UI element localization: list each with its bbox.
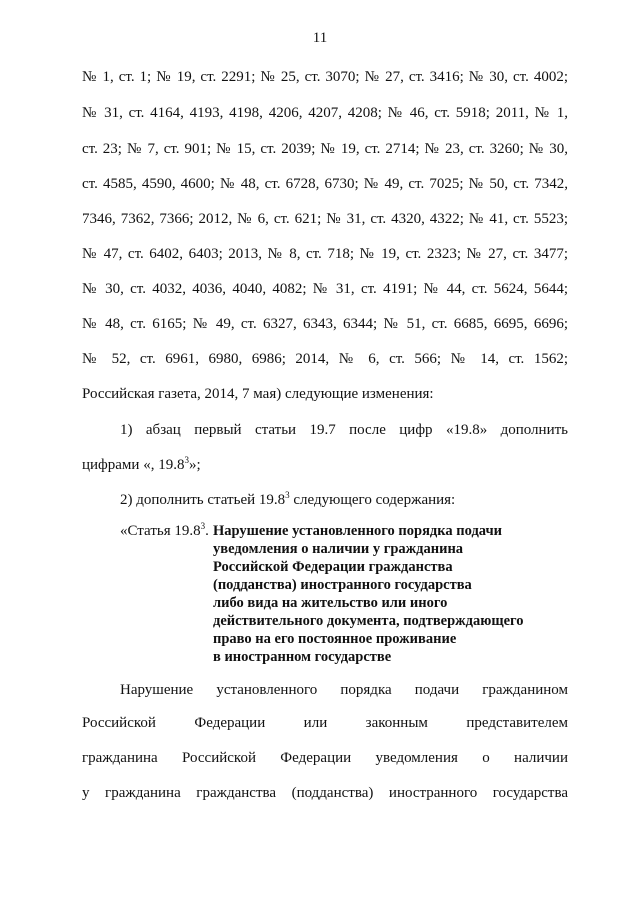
item1-text: цифрами «, 19.8 xyxy=(82,457,185,473)
article-title-line: в иностранном государстве xyxy=(213,649,392,665)
article-title-line: право на его постоянное проживание xyxy=(213,631,457,647)
item1-text-end: »; xyxy=(188,457,201,473)
article-title-line: либо вида на жительство или иного xyxy=(213,595,448,611)
superscript: 3 xyxy=(184,455,189,465)
amendment-item-1: 1) абзац первый статьи 19.7 после цифр «19.8» дополнить xyxy=(120,422,568,438)
paragraph-line: № 1, ст. 1; № 19, ст. 2291; № 25, ст. 3070; № 27, ст. 3416; № 30, ст. 4002; xyxy=(82,69,568,85)
superscript: 3 xyxy=(285,490,290,500)
amendment-item-1-continuation xyxy=(82,455,568,475)
paragraph-line: 7346, 7362, 7366; 2012, № 6, ст. 621; № 31, ст. 4320, 4322; № 41, ст. 5523; xyxy=(82,211,568,227)
item2-text-end: следующего содержания: xyxy=(289,492,456,508)
article-body-line: гражданина Российской Федерации уведомления о наличии xyxy=(82,750,568,766)
article-prefix: «Статья 19.8 xyxy=(120,523,201,539)
paragraph-line: № 52, ст. 6961, 6980, 6986; 2014, № 6, ст. 566; № 14, ст. 1562; xyxy=(82,351,568,367)
paragraph-line: № 31, ст. 4164, 4193, 4198, 4206, 4207, 4208; № 46, ст. 5918; 2011, № 1, xyxy=(82,105,568,121)
paragraph-line: № 47, ст. 6402, 6403; 2013, № 8, ст. 718; № 19, ст. 2323; № 27, ст. 3477; xyxy=(82,246,568,262)
article-body-line: Нарушение установленного порядка подачи гражданином xyxy=(120,682,568,698)
paragraph-line: ст. 23; № 7, ст. 901; № 15, ст. 2039; № 19, ст. 2714; № 23, ст. 3260; № 30, xyxy=(82,141,568,157)
amendment-item-2 xyxy=(120,490,606,510)
article-title-line: Российской Федерации гражданства xyxy=(213,559,453,575)
paragraph-line: № 48, ст. 6165; № 49, ст. 6327, 6343, 6344; № 51, ст. 6685, 6695, 6696; xyxy=(82,316,568,332)
article-body-line: у гражданина гражданства (подданства) иностранного государства xyxy=(82,785,568,801)
article-title-line: (подданства) иностранного государства xyxy=(213,577,472,593)
superscript: 3 xyxy=(200,521,206,531)
article-title-line: действительного документа, подтверждающего xyxy=(213,613,524,629)
article-title-line: уведомления о наличии у гражданина xyxy=(213,541,464,557)
article-prefix-dot: . xyxy=(205,523,209,539)
article-number xyxy=(120,522,209,540)
article-title-line: Нарушение установленного порядка подачи xyxy=(213,523,502,539)
page-number: 11 xyxy=(312,30,328,46)
item2-text: 2) дополнить статьей 19.8 xyxy=(120,492,286,508)
paragraph-line: Российская газета, 2014, 7 мая) следующие изменения: xyxy=(82,386,434,402)
article-body-line: Российской Федерации или законным представителем xyxy=(82,715,568,731)
paragraph-line: ст. 4585, 4590, 4600; № 48, ст. 6728, 6730; № 49, ст. 7025; № 50, ст. 7342, xyxy=(82,176,568,192)
paragraph-line: № 30, ст. 4032, 4036, 4040, 4082; № 31, ст. 4191; № 44, ст. 5624, 5644; xyxy=(82,281,568,297)
